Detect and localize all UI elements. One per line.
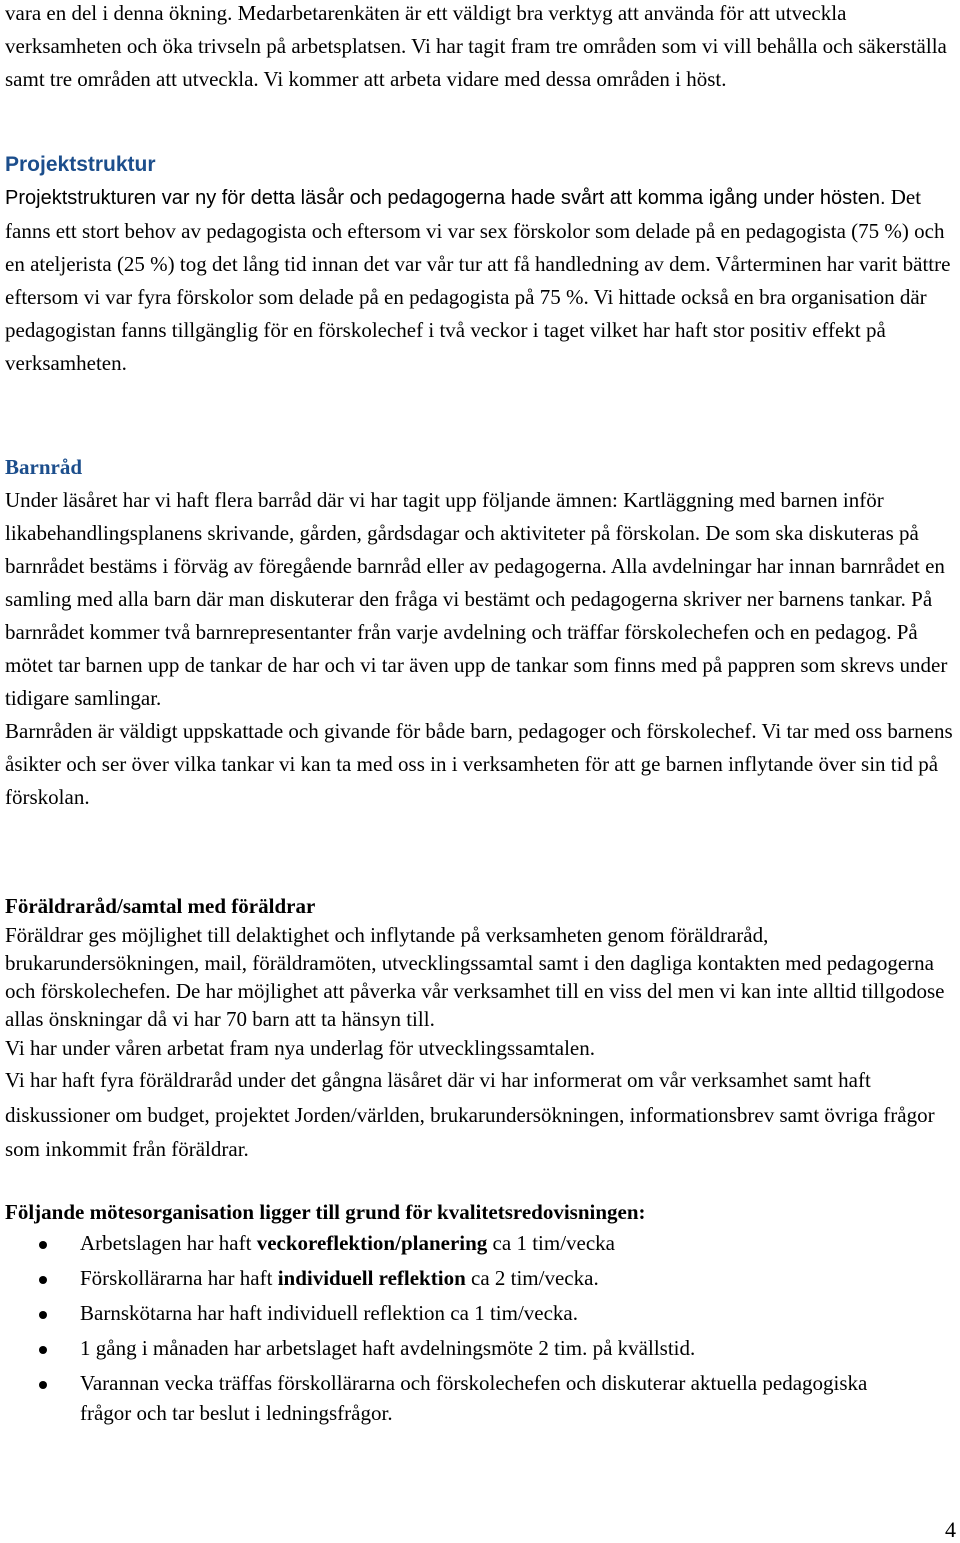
list-item: Förskollärarna har haft individuell reflektion ca 2 tim/vecka.: [0, 1263, 900, 1293]
projektstruktur-section: [5, 148, 957, 380]
list-item: Arbetslagen har haft veckoreflektion/planering ca 1 tim/vecka: [0, 1228, 900, 1258]
projektstruktur-text-sans: Projektstrukturen var ny för detta läsår och pedagogerna hade svårt att komma igång under hösten.: [5, 187, 886, 209]
page-number: 4: [945, 1517, 956, 1542]
bullet-icon: [39, 1346, 47, 1354]
bullet-icon: [39, 1241, 47, 1249]
foraldrarad-paragraph-3: Vi har haft fyra föräldraråd under det gångna läsåret där vi har informerat om vår verksamhet samt haft diskussioner om budget, projektet Jorden/världen, brukarundersökningen, informationsbrev samt övriga frågor som inkommit från föräldrar.: [5, 1068, 935, 1161]
motesorganisation-list: [0, 1228, 960, 1428]
foraldrarad-paragraph-2: Vi har under våren arbetat fram nya underlag för utvecklingssamtalen.: [5, 1036, 595, 1060]
list-item: Varannan vecka träffas förskollärarna och förskolechefen och diskuterar aktuella pedagogiska frågor och tar beslut i ledningsfrågor.: [0, 1368, 900, 1428]
list-item: Barnskötarna har haft individuell reflektion ca 1 tim/vecka.: [0, 1298, 900, 1328]
foraldrarad-section: [5, 891, 957, 1167]
intro-paragraph: [5, 0, 957, 96]
barnrad-paragraph-2: Barnråden är väldigt uppskattade och givande för både barn, pedagoger och förskolechef. Vi tar med oss barnens åsikter och ser över vilka tankar vi kan ta med oss in i verksamheten för att ge barnen inflytande över sin tid på förskolan.: [5, 719, 953, 809]
foraldrarad-paragraph-1: Föräldrar ges möjlighet till delaktighet och inflytande på verksamheten genom föräldraråd, brukarundersökningen, mail, föräldramöten, utvecklingssamtal samt i den dagliga kontakten med pedagogerna och förskolechefen. De har möjlighet att påverka vår verksamhet till en viss del men vi kan inte alltid tillgodose allas önskningar då vi har 70 barn att ta hänsyn till.: [5, 923, 945, 1031]
projektstruktur-paragraph: [5, 181, 957, 380]
motesorganisation-heading: Följande mötesorganisation ligger till grund för kvalitetsredovisningen:: [5, 1200, 646, 1224]
foraldrarad-heading: Föräldraråd/samtal med föräldrar: [5, 894, 316, 918]
motesorganisation-section: [5, 1196, 957, 1229]
projektstruktur-text-serif: Det fanns ett stort behov av pedagogista och eftersom vi var sex förskolor som delade på en pedagogista (75 %) och en ateljerista (25 %) tog det lång tid innan det var vår tur att få handledning av dem. Vårterminen har varit bättre eftersom vi var fyra förskolor som delade på en pedagogista på 75 %. Vi hittade också en bra organisation där pedagogistan fanns tillgänglig för en förskolechef i två veckor i taget vilket har haft stor positiv effekt på verksamheten.: [5, 185, 951, 375]
list-item: 1 gång i månaden har arbetslaget haft avdelningsmöte 2 tim. på kvällstid.: [0, 1333, 900, 1363]
bullet-icon: [39, 1311, 47, 1319]
barnrad-paragraph-1: Under läsåret har vi haft flera barråd där vi har tagit upp följande ämnen: Kartläggning med barnen inför likabehandlingsplanens skrivande, gården, gårdsdagar och aktiviteter på förskolan. De som ska diskuteras på barnrådet bestäms i förväg av föregående barnråd eller av pedagogerna. Alla avdelningar har innan barnrådet en samling med alla barn där man diskuterar den fråga vi bestämt och pedagogerna skriver ner barnens tankar. På barnrådet kommer två barnrepresentanter från varje avdelning och träffar förskolechefen och en pedagog. På mötet tar barnen upp de tankar de har och vi tar även upp de tankar som finns med på pappren som skrevs under tidigare samlingar.: [5, 488, 948, 710]
projektstruktur-heading: Projektstruktur: [5, 153, 156, 176]
bullet-icon: [39, 1381, 47, 1389]
intro-section: [5, 0, 957, 96]
barnrad-section: [5, 451, 957, 814]
intro-text: vara en del i denna ökning. Medarbetarenkäten är ett väldigt bra verktyg att använda för att utveckla verksamheten och öka trivseln på arbetsplatsen. Vi har tagit fram tre områden som vi vill behålla och säkerställa samt tre områden att utveckla. Vi kommer att arbeta vidare med dessa områden i höst.: [5, 1, 947, 91]
bullet-icon: [39, 1276, 47, 1284]
barnrad-heading: Barnråd: [5, 455, 83, 479]
